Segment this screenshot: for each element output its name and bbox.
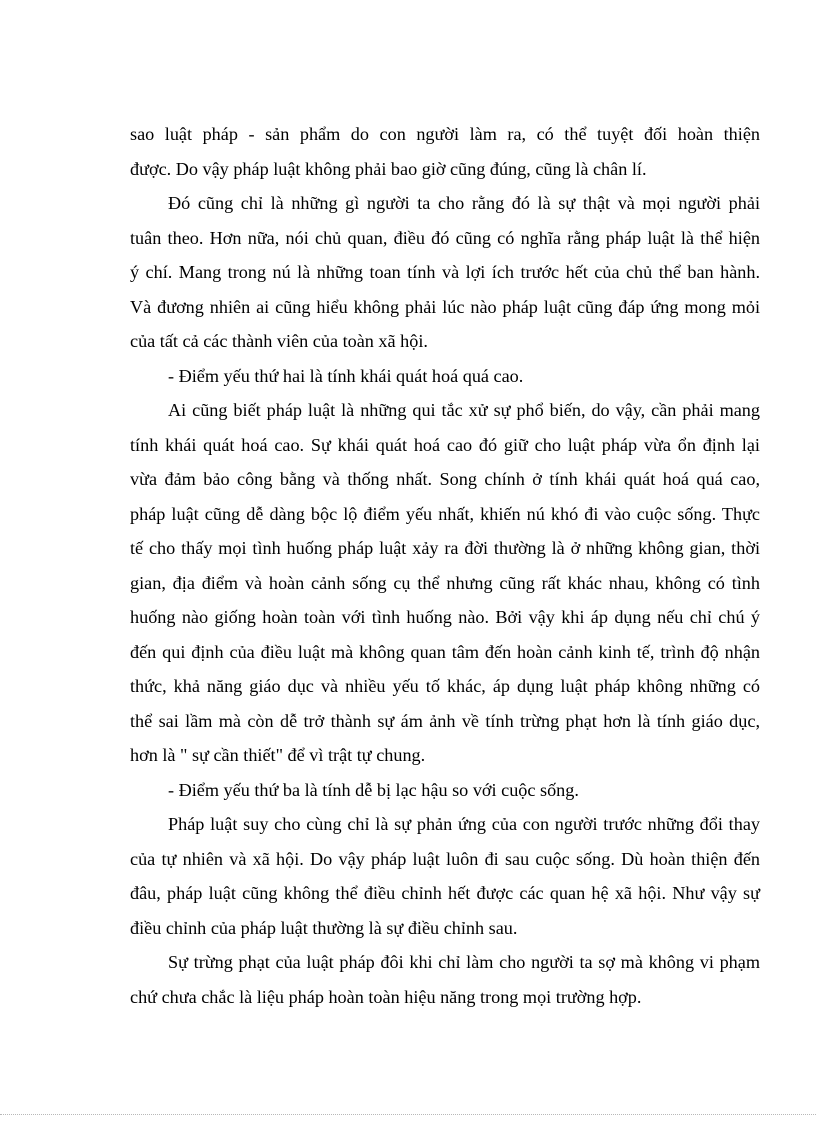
text-line: gian, địa điểm và hoàn cảnh sống cụ thể nhưng cũng rất khác nhau, không có tình xyxy=(130,572,760,593)
text-line: được. Do vậy pháp luật không phải bao giờ cũng đúng, cũng là chân lí. xyxy=(130,158,647,179)
text-line: Ai cũng biết pháp luật là những qui tắc xử sự phổ biến, do vậy, cần phải mang xyxy=(168,400,760,420)
text-line: của tất cả các thành viên của toàn xã hội. xyxy=(130,331,428,351)
text-line: - Điểm yếu thứ ba là tính dễ bị lạc hậu so với cuộc sống. xyxy=(168,779,579,800)
body-text xyxy=(130,117,760,1014)
text-line: ý chí. Mang trong nú là những toan tính và lợi ích trước hết của chủ thể ban hành. xyxy=(130,262,760,282)
text-line: hơn là " sự cần thiết" để vì trật tự chung. xyxy=(130,745,426,765)
text-line: tuân theo. Hơn nữa, nói chủ quan, điều đó cũng có nghĩa rằng pháp luật là thể hiện xyxy=(130,227,760,248)
text-line: vừa đảm bảo công bằng và thống nhất. Song chính ở tính khái quát hoá quá cao, xyxy=(130,469,760,489)
text-line: Đó cũng chỉ là những gì người ta cho rằng đó là sự thật và mọi người phải xyxy=(168,193,760,213)
text-line: - Điểm yếu thứ hai là tính khái quát hoá quá cao. xyxy=(168,365,524,386)
text-line: đâu, pháp luật cũng không thể điều chỉnh hết được các quan hệ xã hội. Như vậy sự xyxy=(130,883,760,903)
text-line: thể sai lầm mà còn dễ trở thành sự ám ảnh về tính trừng phạt hơn là tính giáo dục, xyxy=(130,710,760,731)
text-line: thức, khả năng giáo dục và nhiều yếu tố khác, áp dụng luật pháp không những có xyxy=(130,676,760,696)
text-line: điều chỉnh của pháp luật thường là sự điều chỉnh sau. xyxy=(130,917,518,938)
text-line: pháp luật cũng dễ dàng bộc lộ điểm yếu nhất, khiến nú khó đi vào cuộc sống. Thực xyxy=(130,503,760,524)
text-line: chứ chưa chắc là liệu pháp hoàn toàn hiệu năng trong mọi trường hợp. xyxy=(130,986,642,1007)
text-line: của tự nhiên và xã hội. Do vậy pháp luật luôn đi sau cuộc sống. Dù hoàn thiện đến xyxy=(130,848,760,869)
text-line: tính khái quát hoá cao. Sự khái quát hoá cao đó giữ cho luật pháp vừa ổn định lại xyxy=(130,434,760,455)
text-line: Sự trừng phạt của luật pháp đôi khi chỉ làm cho người ta sợ mà không vi phạm xyxy=(168,952,760,972)
text-line: Pháp luật suy cho cùng chỉ là sự phản ứng của con người trước những đổi thay xyxy=(168,814,760,834)
text-line: huống nào giống hoàn toàn với tình huống nào. Bởi vậy khi áp dụng nếu chỉ chú ý xyxy=(130,607,760,627)
text-line: tế cho thấy mọi tình huống pháp luật xảy ra đời thường là ở những không gian, thời xyxy=(130,538,760,558)
text-line: Và đương nhiên ai cũng hiểu không phải lúc nào pháp luật cũng đáp ứng mong mỏi xyxy=(130,296,760,317)
text-line: đến qui định của điều luật mà không quan tâm đến hoàn cảnh kinh tế, trình độ nhận xyxy=(130,641,760,662)
text-line: sao luật pháp - sản phẩm do con người làm ra, có thể tuyệt đối hoàn thiện xyxy=(130,124,760,144)
page-bottom-border xyxy=(0,1114,816,1115)
